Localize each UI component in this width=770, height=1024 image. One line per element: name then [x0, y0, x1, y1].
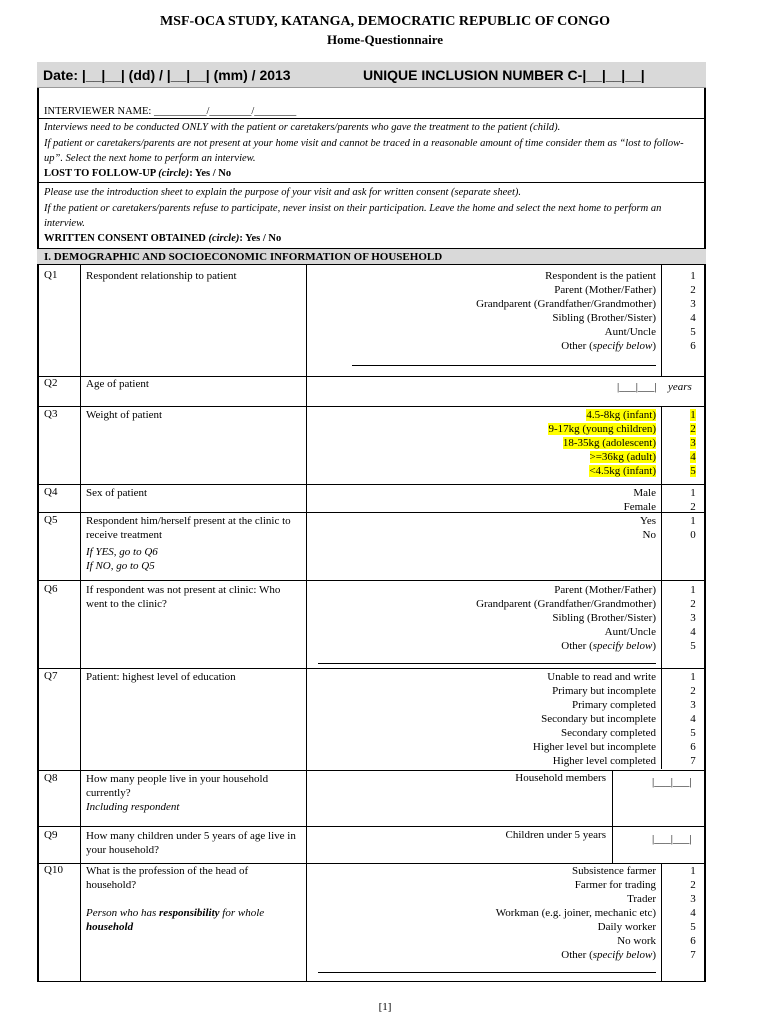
written-consent[interactable]: WRITTEN CONSENT OBTAINED (circle): Yes / No [44, 233, 282, 244]
q1-option[interactable]: Grandparent (Grandfather/Grandmother) [476, 298, 656, 310]
q3-codes: 1 2 3 4 5 [690, 409, 696, 477]
q6-option[interactable]: Parent (Mother/Father) [554, 584, 656, 596]
q1-option[interactable]: Sibling (Brother/Sister) [552, 312, 656, 324]
q10-option[interactable]: No work [617, 935, 656, 947]
q3-option[interactable]: 9-17kg (young children) [548, 423, 656, 435]
q7-option[interactable]: Unable to read and write [547, 671, 656, 683]
q1-option[interactable]: Parent (Mother/Father) [554, 284, 656, 296]
q5-option[interactable]: Yes [639, 515, 656, 527]
q10-options[interactable] [496, 864, 656, 962]
q8-question: How many people live in your household currently? Including respondent [86, 772, 286, 814]
q4-id: Q4 [44, 486, 58, 498]
q10-option[interactable]: Daily worker [597, 921, 656, 933]
q10-id: Q10 [44, 864, 63, 876]
lost-to-follow-up[interactable]: LOST TO FOLLOW-UP (circle): Yes / No [44, 168, 232, 179]
q6-id: Q6 [44, 583, 58, 595]
q7-question: Patient: highest level of education [86, 671, 236, 683]
q4-codes: 1 2 [690, 487, 696, 513]
q4-options[interactable] [624, 486, 656, 514]
q3-option[interactable]: 18-35kg (adolescent) [562, 437, 656, 449]
q10-option[interactable]: Subsistence farmer [572, 865, 656, 877]
q3-question: Weight of patient [86, 409, 163, 421]
consent-line-1: Please use the introduction sheet to explain the purpose of your visit and ask for written consent (separate sheet). [44, 187, 521, 198]
q6-option[interactable]: Grandparent (Grandfather/Grandmother) [476, 598, 656, 610]
q6-option[interactable]: Aunt/Uncle [604, 626, 656, 638]
q1-option[interactable]: Aunt/Uncle [604, 326, 656, 338]
intro-line-2: If patient or caretakers/parents are not present at your home visit and cannot be traced in a reasonable amount of time consider them as “lost to follow-up”. Select the next home to perform an interview. [44, 138, 684, 164]
q2-unit: years [668, 381, 692, 393]
q1-id: Q1 [44, 269, 58, 281]
q10-note: Person who has responsibility for whole household [86, 907, 265, 933]
q3-option[interactable]: <4.5kg (infant) [589, 465, 656, 477]
q6-codes: 1 2 3 4 5 [690, 584, 696, 652]
interviewer-name[interactable]: INTERVIEWER NAME: __________/________/________ [44, 106, 297, 117]
q7-option[interactable]: Primary completed [571, 699, 656, 711]
form-subtitle: Home-Questionnaire [326, 32, 444, 47]
q1-codes: 1 2 3 4 5 6 [690, 270, 696, 352]
header-bar [37, 62, 706, 88]
q10-option[interactable]: Farmer for trading [574, 879, 656, 891]
q3-options[interactable] [548, 408, 656, 478]
q1-question: Respondent relationship to patient [86, 270, 237, 282]
form-title: MSF-OCA STUDY, KATANGA, DEMOCRATIC REPUBLIC OF CONGO [159, 14, 611, 29]
q4-option[interactable]: Male [633, 487, 656, 499]
q4-question: Sex of patient [86, 487, 148, 499]
q10-option[interactable]: Trader [627, 893, 656, 905]
section-heading: I. DEMOGRAPHIC AND SOCIOECONOMIC INFORMATION OF HOUSEHOLD [37, 248, 706, 265]
q9-label: Children under 5 years [505, 829, 606, 841]
q10-question: What is the profession of the head of household? Person who has responsibility for whole household [86, 864, 301, 934]
intro-line-1: Interviews need to be conducted ONLY with the patient or caretakers/parents who gave the treatment to the patient (child). [44, 122, 561, 133]
unique-inclusion-number[interactable]: UNIQUE INCLUSION NUMBER C-|__|__|__| [363, 67, 645, 83]
q5-question: Respondent him/herself present at the clinic to receive treatment If YES, go to Q6 If NO, go to Q5 [86, 514, 301, 573]
q6-specify-line[interactable] [318, 663, 656, 664]
q5-skip-yes: If YES, go to Q6 [86, 546, 158, 558]
q10-specify-line[interactable] [318, 972, 656, 973]
q6-option[interactable]: Sibling (Brother/Sister) [552, 612, 656, 624]
q1-options[interactable] [476, 269, 656, 353]
q8-count-box[interactable]: |___|___| [652, 776, 692, 788]
q10-option-other[interactable]: Other (specify below) [561, 949, 656, 961]
q9-count-box[interactable]: |___|___| [652, 833, 692, 845]
q8-label: Household members [515, 772, 606, 784]
q8-note: Including respondent [86, 801, 180, 813]
date-field[interactable]: Date: |__|__| (dd) / |__|__| (mm) / 2013 [43, 67, 291, 83]
q3-option[interactable]: 4.5-8kg (infant) [586, 409, 656, 421]
q6-options[interactable] [476, 583, 656, 653]
q6-question: If respondent was not present at clinic: Who went to the clinic? [86, 584, 281, 610]
q4-option[interactable]: Female [623, 501, 656, 513]
q1-option-other[interactable]: Other (specify below) [561, 340, 656, 352]
q8-id: Q8 [44, 772, 58, 784]
q2-age-box[interactable]: |___|___| [617, 381, 657, 393]
q1-option[interactable]: Respondent is the patient [545, 270, 656, 282]
q6-option-other[interactable]: Other (specify below) [561, 640, 656, 652]
q9-question: How many children under 5 years of age live in your household? [86, 830, 296, 856]
q2-question: Age of patient [86, 378, 149, 390]
q3-id: Q3 [44, 408, 58, 420]
q7-option[interactable]: Secondary completed [561, 727, 656, 739]
q5-skip-no: If NO, go to Q5 [86, 560, 155, 572]
q5-id: Q5 [44, 514, 58, 526]
q7-option[interactable]: Higher level completed [552, 755, 656, 767]
q7-id: Q7 [44, 670, 58, 682]
q7-codes: 1 2 3 4 5 6 7 [690, 671, 696, 767]
q7-option[interactable]: Secondary but incomplete [541, 713, 656, 725]
q7-options[interactable] [533, 670, 656, 768]
q7-option[interactable]: Higher level but incomplete [532, 741, 656, 753]
q3-option[interactable]: >=36kg (adult) [589, 451, 656, 463]
q10-codes: 1 2 3 4 5 6 7 [690, 865, 696, 961]
q7-option[interactable]: Primary but incomplete [552, 685, 656, 697]
page-number: [1] [378, 1001, 392, 1013]
q9-id: Q9 [44, 829, 58, 841]
q10-option[interactable]: Workman (e.g. joiner, mechanic etc) [495, 907, 656, 919]
consent-line-2: If the patient or caretakers/parents refuse to participate, never insist on their participation. Leave the home and select the next home to perform an interview. [44, 203, 662, 229]
q5-options[interactable] [640, 514, 656, 542]
q5-option[interactable]: No [642, 529, 656, 541]
q2-id: Q2 [44, 377, 58, 389]
q5-codes: 1 0 [690, 515, 696, 541]
q1-specify-line[interactable] [352, 365, 656, 366]
